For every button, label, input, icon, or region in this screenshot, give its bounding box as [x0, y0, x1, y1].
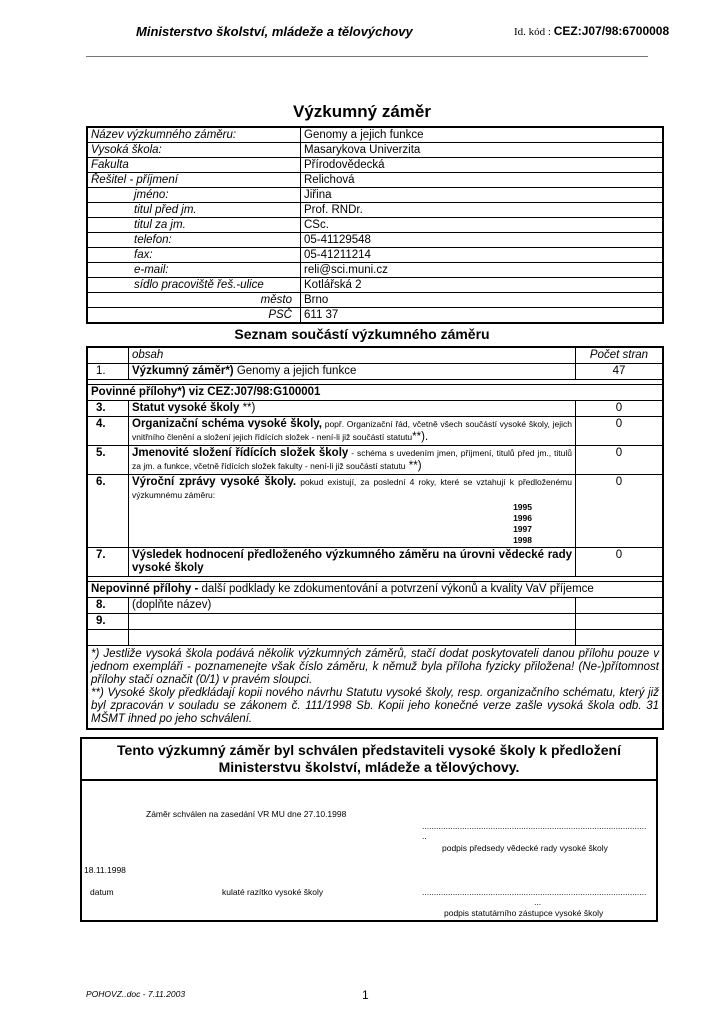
representative-signature-caption: podpis statutárního zástupce vysoké školy	[444, 908, 604, 918]
footnote-1: *) Jestliže vysoká škola podává několik výzkumných záměrů, stačí dodat poskytovateli danou přílohu pouze v jednom exempláři - poznamenejte však číslo záměru, k němuž byla příloha fyzicky přiložena! (Ne-)přítomnost přílohy stačí označit (0/1) v pravém sloupci.	[91, 648, 659, 686]
report-years	[132, 502, 572, 546]
year-item: 1995	[513, 502, 532, 512]
row-count: 0	[576, 401, 664, 417]
info-row	[87, 188, 663, 203]
row-number: 8.	[87, 598, 129, 614]
row-count: 0	[576, 417, 664, 446]
info-row	[87, 263, 663, 278]
row-count: 0	[576, 446, 664, 475]
table-row	[87, 417, 663, 446]
info-label: jméno:	[87, 188, 301, 203]
row-content	[129, 417, 576, 446]
info-value: Kotlářská 2	[301, 278, 664, 293]
info-row	[87, 203, 663, 218]
row-text: **)	[239, 402, 256, 414]
info-label: město	[87, 293, 301, 308]
parts-header-row	[87, 347, 663, 364]
footer-filename: POHOVZ..doc - 7.11.2003	[86, 989, 186, 999]
row-title: Výsledek hodnocení předloženého výzkumného záměru na úrovni vědecké rady vysoké školy	[129, 548, 576, 577]
row-count	[576, 614, 664, 630]
row-count: 0	[576, 548, 664, 577]
row-number: 5.	[87, 446, 129, 475]
row-title: Výzkumný záměr*)	[132, 365, 234, 377]
table-row	[87, 475, 663, 548]
row-title: Statut vysoké školy	[132, 402, 240, 414]
table-row	[87, 614, 663, 630]
info-row	[87, 127, 663, 143]
row-footnote-mark: **).	[412, 431, 429, 443]
signature-line-chair-end: ..	[422, 831, 427, 841]
row-count: 0	[576, 475, 664, 548]
info-row	[87, 308, 663, 324]
info-value: Masarykova Univerzita	[301, 143, 664, 158]
info-value: Jiřina	[301, 188, 664, 203]
id-code-value: CEZ:J07/98:6700008	[553, 24, 670, 38]
signature-line-chair: ...............................................................................................	[422, 821, 647, 831]
header-num-cell	[87, 347, 129, 364]
id-code	[514, 24, 669, 38]
info-row	[87, 173, 663, 188]
optional-attachments-label: Nepovinné přílohy -	[91, 583, 199, 595]
info-value: 611 37	[301, 308, 664, 324]
header-content: obsah	[129, 347, 576, 364]
info-label: sídlo pracoviště řeš.-ulice	[87, 278, 301, 293]
approval-box	[80, 737, 658, 922]
row-description: pokud existují, za poslední 4 roky, které se vztahují k předloženému výzkumnému záměru:	[132, 477, 572, 500]
row-number: 4.	[87, 417, 129, 446]
project-info-table	[86, 126, 664, 324]
info-label: telefon:	[87, 233, 301, 248]
approval-title	[82, 742, 656, 776]
info-label: fax:	[87, 248, 301, 263]
year-item: 1998	[513, 535, 532, 545]
info-row	[87, 233, 663, 248]
row-text: Genomy a jejich funkce	[233, 365, 357, 377]
page-number: 1	[362, 988, 369, 1002]
year-item: 1996	[513, 513, 532, 523]
table-row	[87, 364, 663, 380]
section-row	[87, 582, 663, 598]
chair-signature-caption: podpis předsedy vědecké rady vysoké školy	[442, 843, 608, 853]
info-label: Vysoká škola:	[87, 143, 301, 158]
row-number: 6.	[87, 475, 129, 548]
document-title: Výzkumný záměr	[293, 102, 431, 121]
row-text: (doplňte název)	[129, 598, 576, 614]
row-number	[87, 630, 129, 646]
approval-date: 18.11.1998	[84, 865, 126, 875]
info-value: Přírodovědecká	[301, 158, 664, 173]
info-label: Řešitel - příjmení	[87, 173, 301, 188]
mandatory-attachments-label: Povinné přílohy*) viz CEZ:J07/98:G100001	[87, 385, 663, 401]
parts-table	[86, 346, 664, 730]
ministry-header: Ministerstvo školství, mládeže a tělovýchovy	[136, 24, 413, 39]
info-value: Relichová	[301, 173, 664, 188]
row-count	[576, 630, 664, 646]
row-content	[129, 475, 576, 548]
notes-row	[87, 646, 663, 730]
approval-divider	[82, 779, 656, 781]
row-count: 47	[576, 364, 664, 380]
approval-statement: Záměr schválen na zasedání VR MU dne 27.10.1998	[146, 809, 347, 819]
info-value: CSc.	[301, 218, 664, 233]
row-text	[129, 630, 576, 646]
section-row	[87, 385, 663, 401]
info-value: Brno	[301, 293, 664, 308]
header-divider	[86, 56, 648, 57]
row-footnote-mark: **)	[405, 460, 422, 472]
table-row	[87, 446, 663, 475]
row-description: popř. Organizační řád, včetně všech součástí vysoké školy, jejich vnitřního členění a složení jejich řídících složek - není-li již součástí statutu	[132, 419, 572, 442]
info-value: Prof. RNDr.	[301, 203, 664, 218]
row-count	[576, 598, 664, 614]
info-row	[87, 218, 663, 233]
signature-line-representative-end: ...	[534, 897, 542, 907]
table-row	[87, 401, 663, 417]
info-value: 05-41129548	[301, 233, 664, 248]
approval-title-line-1: Tento výzkumný záměr byl schválen představiteli vysoké školy k předložení	[117, 742, 621, 758]
info-label: e-mail:	[87, 263, 301, 278]
table-row	[87, 630, 663, 646]
header-count: Počet stran	[576, 347, 664, 364]
row-number: 9.	[87, 614, 129, 630]
info-value: reli@sci.muni.cz	[301, 263, 664, 278]
info-row	[87, 278, 663, 293]
row-content	[129, 401, 576, 417]
info-row	[87, 293, 663, 308]
row-title: Organizační schéma vysoké školy,	[132, 418, 323, 430]
info-row	[87, 248, 663, 263]
row-number: 3.	[87, 401, 129, 417]
footnotes	[87, 646, 663, 730]
row-title: Výroční zprávy vysoké školy.	[132, 476, 297, 488]
parts-title: Seznam součástí výzkumného záměru	[234, 326, 490, 342]
signature-line-representative: ...............................................................................................	[422, 887, 647, 897]
stamp-label: kulaté razítko vysoké školy	[222, 887, 324, 897]
info-value: 05-41211214	[301, 248, 664, 263]
row-number: 1.	[87, 364, 129, 380]
info-row	[87, 158, 663, 173]
row-description: - schéma s uvedením jmen, příjmení, titulů před jm., titulů za jm. a funkce, včetně řídících složek fakulty - není-li již součástí statutu	[132, 448, 572, 471]
info-value: Genomy a jejich funkce	[301, 127, 664, 143]
row-text	[129, 614, 576, 630]
row-number: 7.	[87, 548, 129, 577]
info-row	[87, 143, 663, 158]
info-label: Název výzkumného záměru:	[87, 127, 301, 143]
table-row	[87, 548, 663, 577]
info-label: Fakulta	[87, 158, 301, 173]
id-code-label: Id. kód :	[514, 26, 554, 38]
row-title: Jmenovité složení řídících složek školy	[132, 447, 349, 459]
info-label: titul za jm.	[87, 218, 301, 233]
table-row	[87, 598, 663, 614]
footnote-2: **) Vysoké školy předkládají kopii nového návrhu Statutu vysoké školy, resp. organizačního schématu, který již byl zpracován v souladu se zákonem č. 111/1998 Sb. Kopii jeho konečné verze zašle vysoká škola odb. 31 MŠMT ihned po jeho schválení.	[91, 687, 659, 725]
year-item: 1997	[513, 524, 532, 534]
info-label: PSČ	[87, 308, 301, 324]
info-label: titul před jm.	[87, 203, 301, 218]
optional-attachments	[87, 582, 663, 598]
row-content	[129, 364, 576, 380]
row-content	[129, 446, 576, 475]
date-label: datum	[90, 887, 114, 897]
optional-attachments-text: další podklady ke zdokumentování a potvrzení výkonů a kvality VaV příjemce	[198, 583, 594, 595]
approval-title-line-2: Ministerstvu školství, mládeže a tělovýchovy.	[218, 759, 520, 775]
